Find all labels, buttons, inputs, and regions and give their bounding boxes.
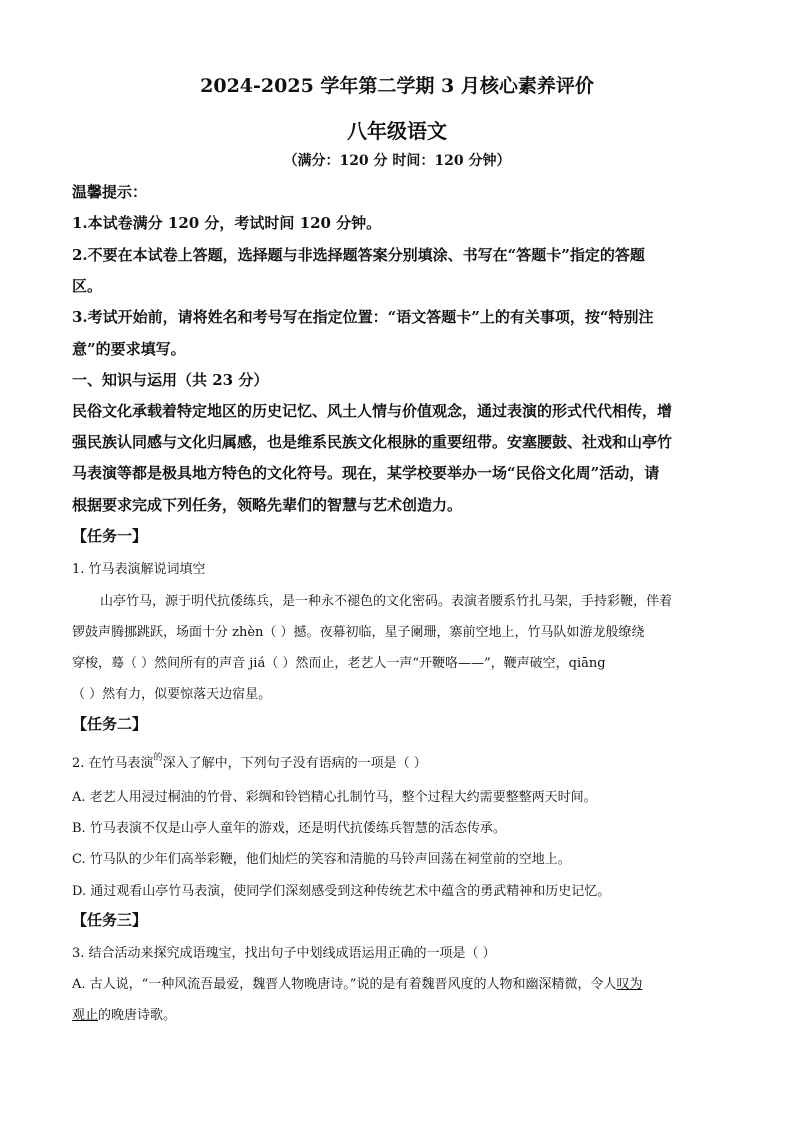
- task3-label: 【任务三】: [72, 911, 148, 929]
- question-2-title: [72, 752, 427, 771]
- question-3-option-a-line-1: [72, 973, 642, 992]
- question-1-line-4: （ ）然有力，似要惊落天边宿星。: [72, 687, 272, 702]
- tip-item-3-line-1: 3.考试开始前，请将姓名和考号写在指定位置：“语文答题卡”上的有关事项，按“特别注: [72, 308, 654, 326]
- tip-item-2-line-1: 2.不要在本试卷上答题，选择题与非选择题答案分别填涂、书写在“答题卡”指定的答题: [72, 246, 645, 264]
- tips-heading: 温馨提示：: [72, 183, 148, 201]
- question-3-option-a-line-2: [72, 1004, 176, 1023]
- task2-label: 【任务二】: [72, 715, 148, 733]
- intro-line-4: 根据要求完成下列任务，领略先辈们的智慧与艺术创造力。: [72, 496, 463, 514]
- exam-subject: 八年级语文: [347, 119, 447, 143]
- question-1-title: 1. 竹马表演解说词填空: [72, 562, 206, 577]
- underlined-idiom-part-1: 叹为: [616, 977, 643, 992]
- section-heading: 一、知识与运用（共 23 分）: [72, 371, 269, 389]
- exam-title: 2024-2025 学年第二学期 3 月核心素养评价: [200, 75, 594, 97]
- question-2-title-pre: 2. 在竹马表演: [72, 756, 154, 771]
- underlined-idiom-part-2: 观止: [72, 1008, 99, 1023]
- question-2-option-a: A. 老艺人用浸过桐油的竹骨、彩绸和铃铛精心扎制竹马，整个过程大约需要整整两天时间。: [72, 790, 597, 805]
- intro-line-1: 民俗文化承载着特定地区的历史记忆、风土人情与价值观念，通过表演的形式代代相传，增: [72, 402, 673, 420]
- question-2-option-d: D. 通过观看山亭竹马表演，使同学们深刻感受到这种传统艺术中蕴含的勇武精神和历史记忆。: [72, 884, 611, 899]
- intro-line-3: 马表演等都是极具地方特色的文化符号。现在，某学校要举办一场“民俗文化周”活动，请: [72, 464, 660, 482]
- question-1-line-2: 锣鼓声腾挪跳跃，场面十分 zhèn（ ）撼。夜幕初临，星子阑珊，寨前空地上，竹马队如游龙般缭绕: [72, 625, 645, 640]
- question-2-option-c: C. 竹马队的少年们高举彩鞭，他们灿烂的笑容和清脆的马铃声回荡在祠堂前的空地上。: [72, 852, 571, 867]
- tip-item-2-line-2: 区。: [72, 277, 103, 295]
- question-3-title: 3. 结合活动来探究成语瑰宝，找出句子中划线成语运用正确的一项是（ ）: [72, 946, 496, 961]
- question-2-option-b: B. 竹马表演不仅是山亭人童年的游戏，还是明代抗倭练兵智慧的活态传承。: [72, 821, 506, 836]
- question-1-line-3: 穿梭，蓦（ ）然间所有的声音 jiá（ ）然而止，老艺人一声“开鞭咯——”，鞭声破空，qiāng: [72, 656, 606, 671]
- question-3-option-a-text: A. 古人说，“一种风流吾最爱，魏晋人物晚唐诗。”说的是有着魏晋风度的人物和幽深精微，令人: [72, 977, 617, 992]
- exam-meta: （满分：120 分 时间：120 分钟）: [283, 153, 511, 169]
- task1-label: 【任务一】: [72, 527, 148, 545]
- question-2-title-post: 深入了解中，下列句子没有语病的一项是（ ）: [162, 756, 427, 771]
- question-3-option-a-text-2: 的晚唐诗歌。: [98, 1008, 177, 1023]
- question-1-line-1: 山亭竹马，源于明代抗倭练兵，是一种永不褪色的文化密码。表演者腰系竹扎马架，手持彩鞭，伴着: [100, 594, 673, 609]
- intro-line-2: 强民族认同感与文化归属感，也是维系民族文化根脉的重要纽带。安塞腰鼓、社戏和山亭竹: [72, 433, 673, 451]
- tip-item-1: 1.本试卷满分 120 分，考试时间 120 分钟。: [72, 214, 382, 232]
- question-2-superscript: 的: [153, 753, 163, 763]
- tip-item-3-line-2: 意”的要求填写。: [72, 340, 186, 358]
